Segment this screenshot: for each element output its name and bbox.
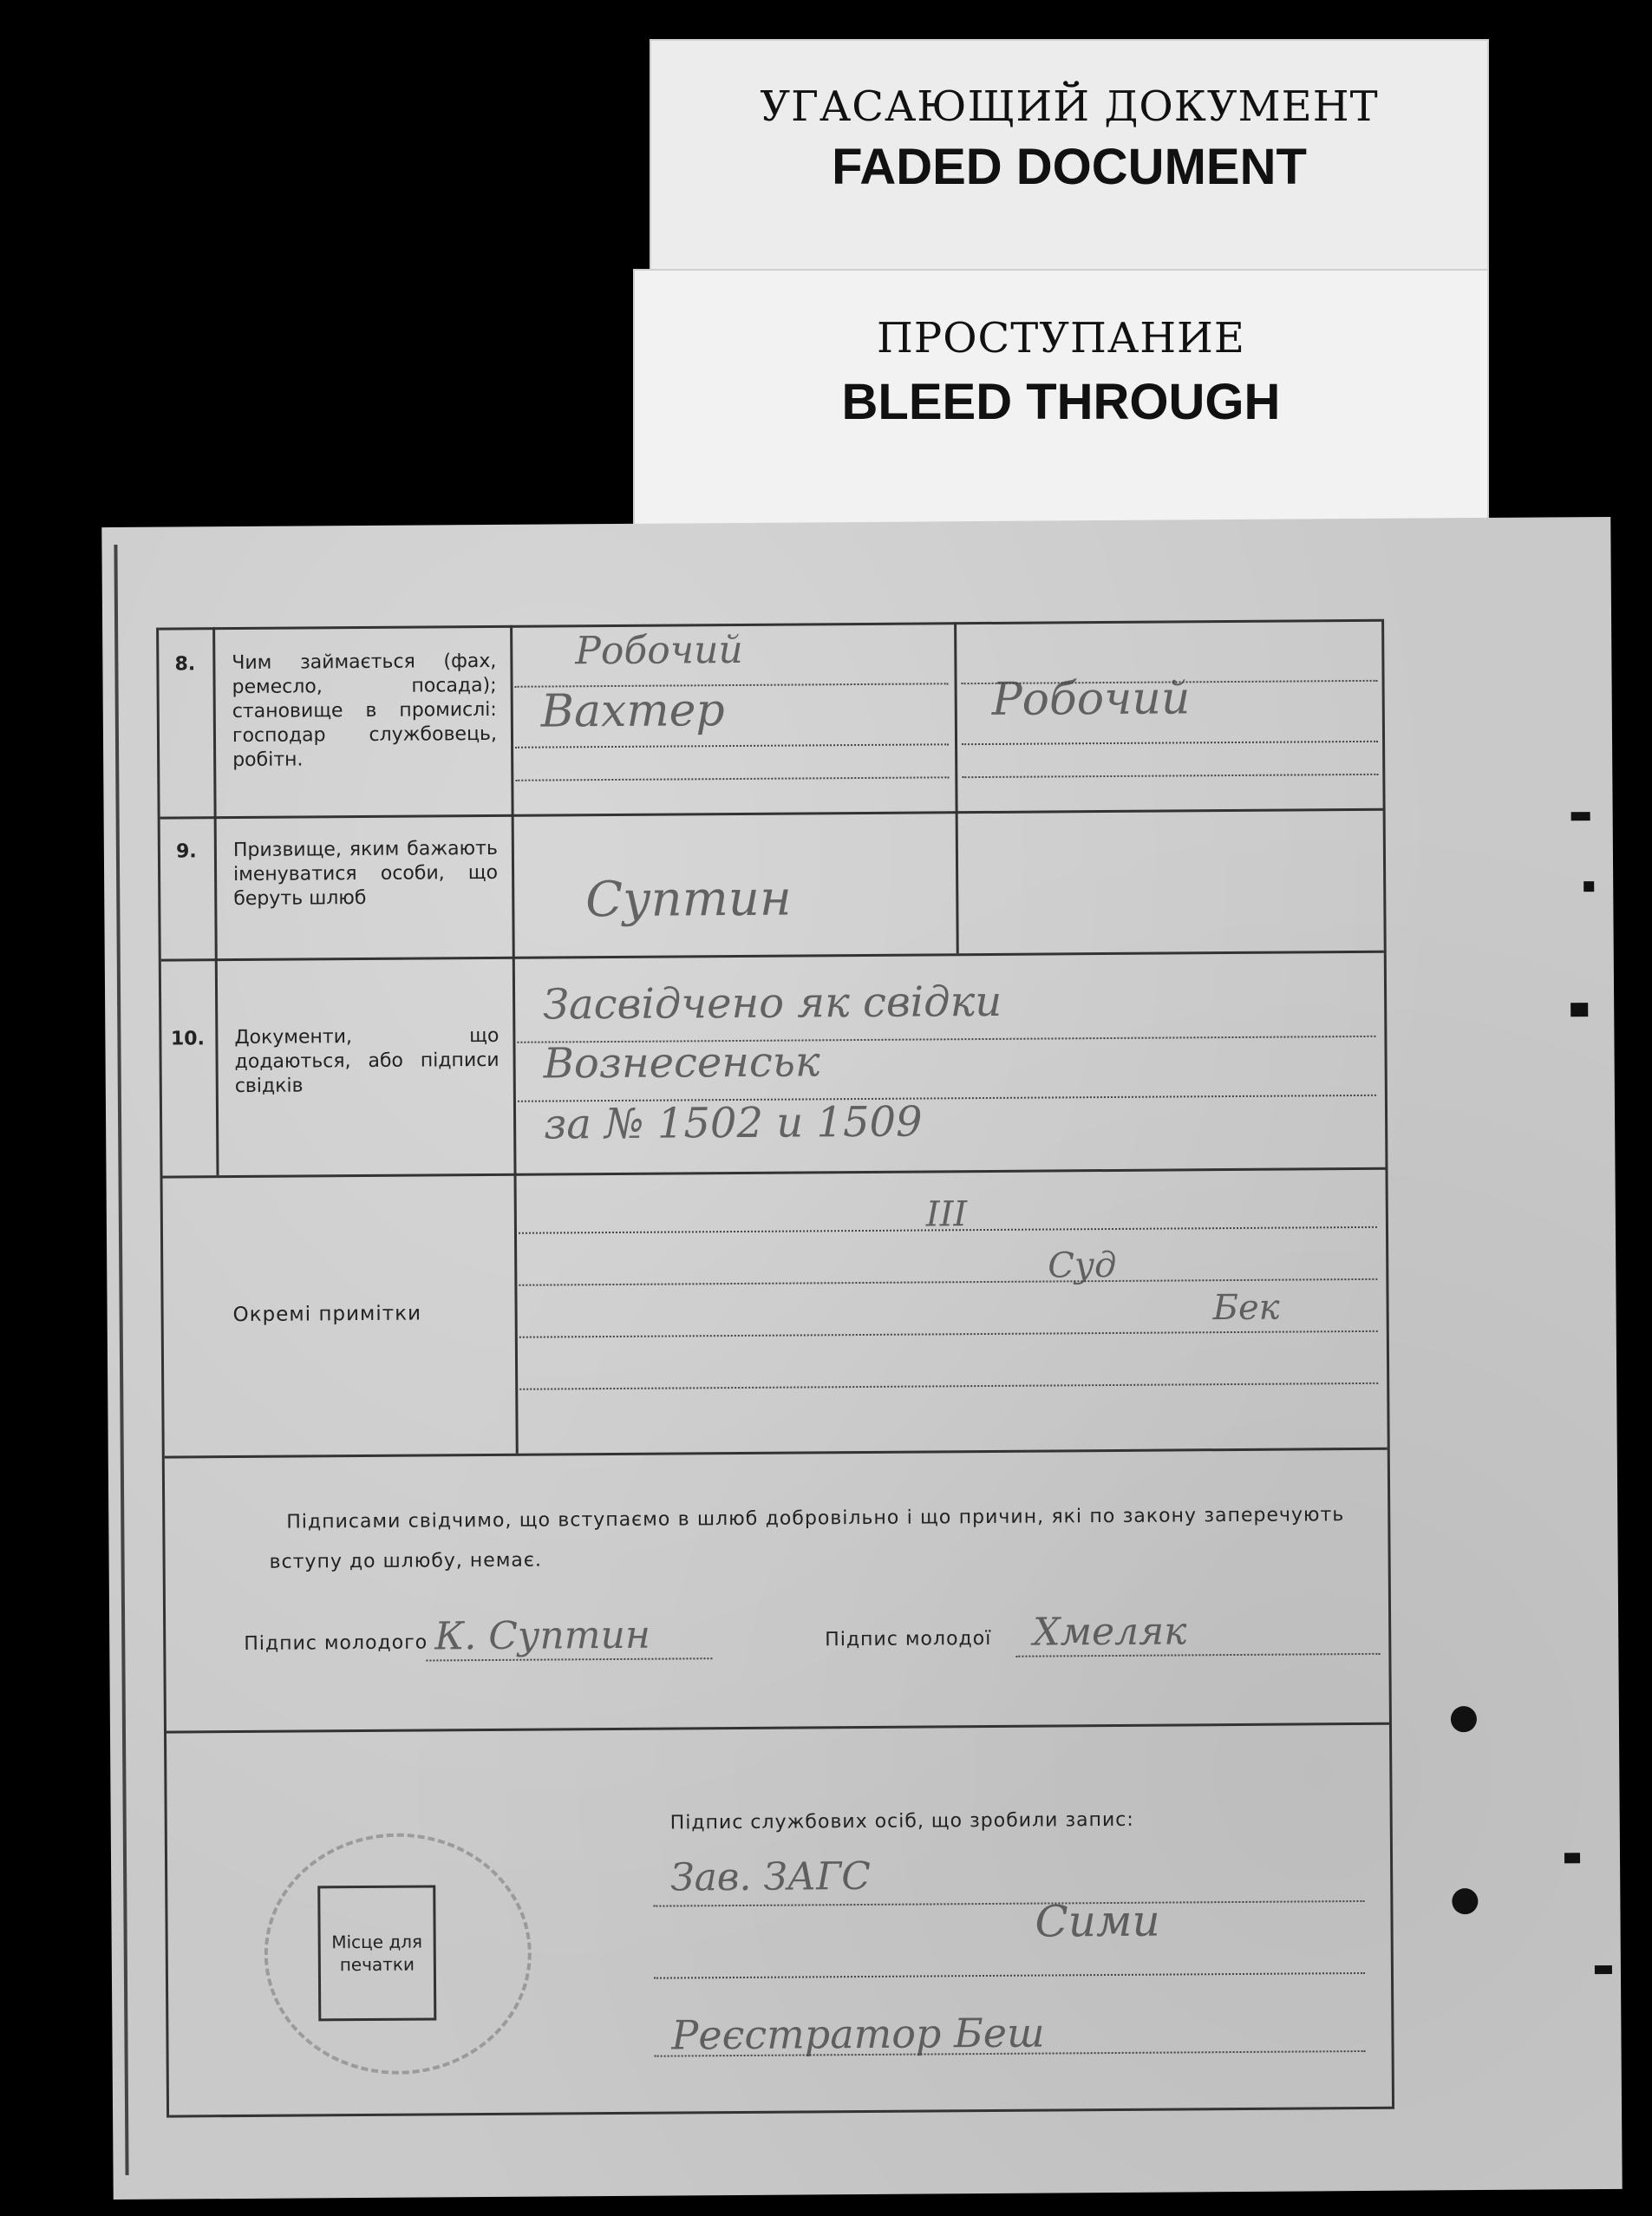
official-signature-2: Сими bbox=[1035, 1895, 1160, 1947]
row-9-handwriting: Суптин bbox=[585, 870, 792, 929]
table-rule bbox=[160, 808, 1383, 820]
table-rule bbox=[161, 951, 1384, 962]
row-10-handwriting-1: Засвідчено як свідки bbox=[542, 977, 1002, 1030]
margin-speck bbox=[1571, 812, 1590, 820]
faded-document-ru: УГАСАЮЩИЙ ДОКУМЕНТ bbox=[760, 82, 1379, 131]
row-10-handwriting-3: за № 1502 и 1509 bbox=[543, 1097, 923, 1149]
writing-line bbox=[519, 1278, 1377, 1286]
row-8-handwriting-top: Робочий bbox=[575, 627, 743, 674]
bride-signature-label: Підпис молодої bbox=[825, 1627, 992, 1651]
row-10-label: Документи, що додаються, або підписи свідків bbox=[234, 1024, 500, 1098]
row-number: 8. bbox=[174, 653, 196, 676]
bleed-through-ru: ПРОСТУПАНИЕ bbox=[877, 314, 1245, 363]
groom-signature: К. Суптин bbox=[434, 1612, 651, 1659]
bleed-through-en: BLEED THROUGH bbox=[841, 374, 1281, 430]
column-rule bbox=[954, 622, 959, 953]
official-signature-3: Реєстратор Беш bbox=[671, 2009, 1045, 2059]
margin-speck bbox=[1570, 1003, 1588, 1016]
writing-line bbox=[962, 774, 1378, 778]
table-rule bbox=[163, 1167, 1386, 1179]
signature-line bbox=[653, 1900, 1364, 1907]
page-fold-edge bbox=[114, 545, 128, 2175]
bride-signature: Хмеляк bbox=[1033, 1609, 1187, 1655]
writing-line bbox=[515, 743, 949, 748]
writing-line bbox=[519, 1330, 1378, 1338]
row-8-label: Чим займається (фах, ремесло, посада); становище в промислі: господар службовець, робітн. bbox=[232, 650, 498, 772]
stamp-place-box bbox=[317, 1885, 436, 2021]
notes-mark: Суд bbox=[1048, 1245, 1117, 1286]
bleed-through-card bbox=[633, 269, 1489, 529]
row-8-handwriting: Вахтер bbox=[540, 684, 725, 738]
table-rule bbox=[159, 619, 1381, 631]
notes-mark: Бек bbox=[1212, 1287, 1280, 1329]
binding-hole bbox=[1451, 1706, 1477, 1732]
faded-document-en: FADED DOCUMENT bbox=[832, 139, 1307, 195]
row-9-label: Призвище, яким бажають іменуватися особи, що беруть шлюб bbox=[232, 837, 499, 911]
row-number: 9. bbox=[175, 840, 197, 863]
binding-hole bbox=[1452, 1888, 1478, 1914]
notes-mark: III bbox=[925, 1194, 968, 1235]
writing-line bbox=[519, 1383, 1378, 1390]
table-rule bbox=[165, 1448, 1388, 1459]
official-signature-1: Зав. ЗАГС bbox=[669, 1853, 872, 1900]
stamp-place-label: Місце для печатки bbox=[331, 1931, 423, 1976]
writing-line bbox=[515, 776, 949, 781]
table-rule bbox=[167, 1722, 1389, 1734]
declaration-text: Підписами свідчимо, що вступаємо в шлюб добровільно і що причин, які по закону заперечують вступу до шлюбу, немає. bbox=[269, 1504, 1345, 1573]
marriage-record-page bbox=[101, 517, 1622, 2200]
margin-speck bbox=[1564, 1853, 1580, 1863]
row-10-handwriting-2: Вознесенськ bbox=[543, 1037, 820, 1088]
notes-label: Окремі примітки bbox=[232, 1302, 422, 1327]
officials-label: Підпис службових осіб, що зробили запис: bbox=[669, 1808, 1134, 1834]
row-8-handwriting-right: Робочий bbox=[991, 672, 1191, 726]
row-number: 10. bbox=[170, 1028, 205, 1050]
margin-speck bbox=[1595, 1965, 1612, 1974]
column-rule bbox=[510, 625, 519, 1454]
margin-speck bbox=[1583, 881, 1594, 892]
column-rule bbox=[212, 627, 219, 1175]
signature-line bbox=[654, 1972, 1365, 1979]
groom-signature-label: Підпис молодого bbox=[244, 1631, 428, 1655]
writing-line bbox=[962, 741, 1378, 745]
table-rule bbox=[169, 2107, 1392, 2118]
